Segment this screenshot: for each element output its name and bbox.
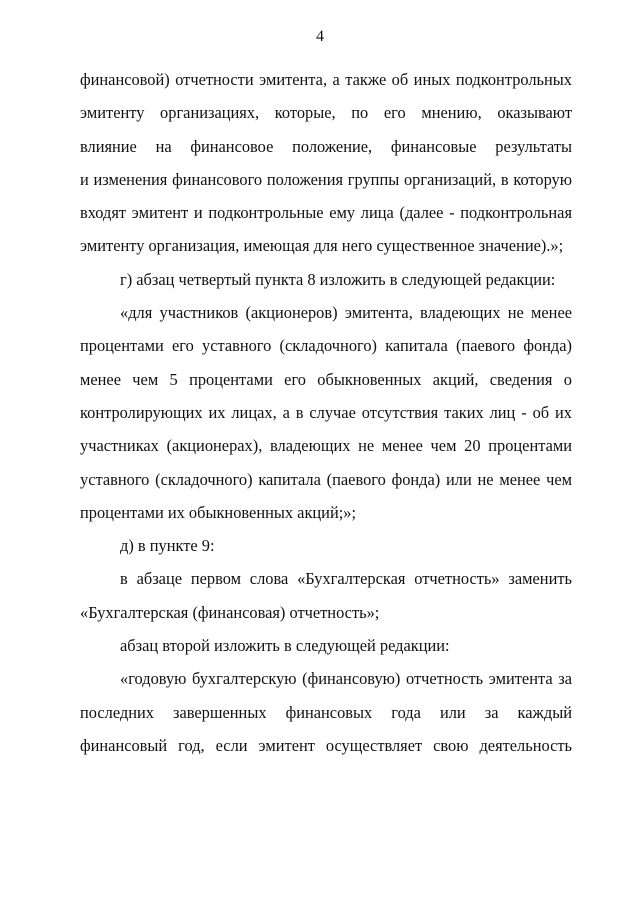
text-line: д) в пункте 9: — [120, 536, 215, 556]
text-line: контролирующих их лицах, а в случае отсутствия таких лиц - об их — [80, 402, 572, 422]
text-line: участниках (акционерах), владеющих не менее чем 20 процентами — [80, 436, 572, 456]
paragraph — [80, 529, 572, 562]
paragraph — [80, 662, 572, 762]
paragraph — [80, 562, 572, 629]
text-line: «годовую бухгалтерскую (финансовую) отчетность эмитента за — [120, 669, 572, 689]
text-line: уставного (складочного) капитала (паевого фонда) или не менее чем — [80, 469, 572, 489]
paragraph — [80, 263, 572, 296]
text-line: финансовой) отчетности эмитента, а также об иных подконтрольных — [80, 70, 572, 89]
text-line: в абзаце первом слова «Бухгалтерская отчетность» заменить — [120, 569, 572, 589]
text-line: «для участников (акционеров) эмитента, владеющих не менее — [120, 303, 572, 323]
text-line: абзац второй изложить в следующей редакции: — [120, 636, 450, 656]
text-line: влияние на финансовое положение, финансовые результаты — [80, 136, 572, 156]
paragraph — [80, 296, 572, 529]
text-line: «Бухгалтерская (финансовая) отчетность»; — [80, 602, 380, 622]
text-line: входят эмитент и подконтрольные ему лица (далее - подконтрольная — [80, 203, 572, 223]
text-line: финансовый год, если эмитент осуществляет свою деятельность — [80, 735, 572, 755]
text-line: последних завершенных финансовых года или за каждый — [80, 702, 572, 722]
document-body — [80, 63, 572, 762]
text-line: г) абзац четвертый пункта 8 изложить в следующей редакции: — [120, 269, 556, 289]
paragraph — [80, 629, 572, 662]
page-number: 4 — [316, 28, 324, 45]
text-line: эмитенту организация, имеющая для него существенное значение).»; — [80, 236, 564, 256]
text-line: и изменения финансового положения группы организаций, в которую — [80, 169, 572, 189]
text-line: процентами их обыкновенных акций;»; — [80, 502, 357, 522]
text-line: менее чем 5 процентами его обыкновенных акций, сведения о — [80, 369, 572, 389]
paragraph — [80, 63, 572, 263]
text-line: эмитенту организациях, которые, по его мнению, оказывают — [80, 103, 572, 123]
text-line: процентами его уставного (складочного) капитала (паевого фонда) — [80, 336, 572, 356]
